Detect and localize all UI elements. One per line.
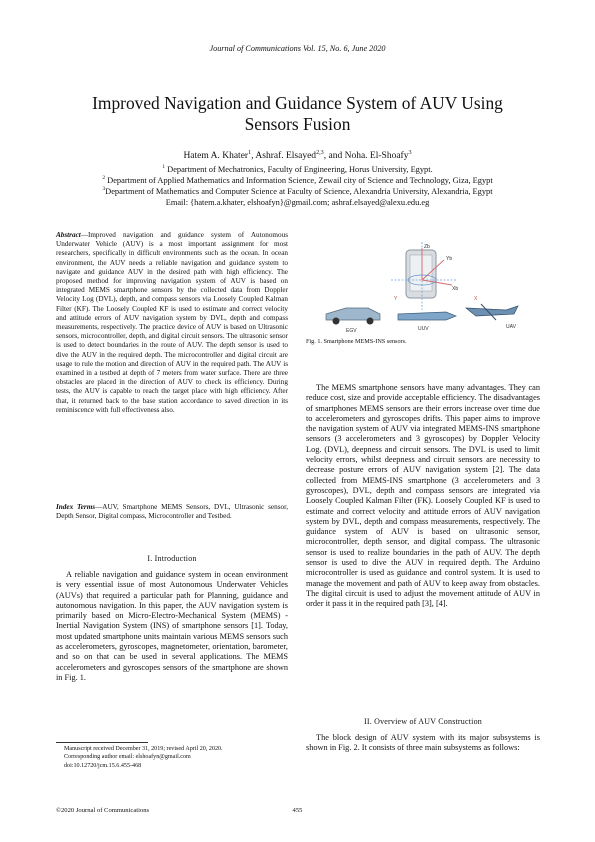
abstract-label: Abstract <box>56 231 81 239</box>
author-3-sup: 3 <box>408 149 412 156</box>
label-x-world: X <box>474 296 478 302</box>
affiliation-3: $^3$Department of Mathematics and Computer Science at Faculty of Science, Alexandria University, Alexandria, Egypt <box>102 186 493 196</box>
author-list <box>0 151 595 161</box>
aircraft-icon <box>466 306 518 316</box>
footer-copyright: ©2020 Journal of Communications <box>56 807 150 814</box>
abstract-text: —Improved navigation and guidance system of Autonomous Underwater Vehicle (AUV) is a most important assignment for most researchers, specifically in difficult environments such as the ocean. In ocean environment, the AUV needs a reliable navigation and guidance system to navigate and guidance AUV in the desired path with high efficiency. The proposed method for improving navigation system of AUV is based on integrated MEMS smartphone sensors by the collected data from Doppler Velocity Log (DVL), depth, and compass sensors via Loosely Coupled Kalman Filter (KF). The Loosely Coupled KF is used to estimate and correct velocity and attitude errors of AUV navigation system by DVL, depth and compass measurements, respectively. The practice device of AUV is based on Ultrasonic sensors, microcontroller, depth, and digital circuit sensors. The ultrasonic sensor is used to detect boundaries in the route of AUV. The depth sensor is used to dive the AUV in the required depth. The microcontroller and digital circuit are usage to rule the motion and direction of AUV in the required path. The AUV is examined in a testbed at depth of 7 meters from water surface. There are three obstacles are placed in the direction of AUV to check its efficiency. During tests, the AUV is capable to reach the target place with high efficiency. After that, it returned back to the base station accordance to saved direction in its reminiscence with full effectiveness also. <box>56 231 288 414</box>
index-terms <box>56 503 288 521</box>
author-emails: Email: {hatem.a.khater, elshoafyn}@gmail.com; ashraf.elsayed@alexu.edu.eg <box>165 198 430 207</box>
title-line-2: Sensors Fusion <box>244 114 351 134</box>
submarine-icon <box>398 312 456 320</box>
index-terms-label: Index Terms <box>56 503 96 511</box>
page-number: 455 <box>292 807 303 814</box>
author-2: , Ashraf. Elsayed <box>251 151 317 161</box>
footnote-divider <box>56 742 148 743</box>
author-2-sup: 2,3 <box>316 149 324 156</box>
label-x: Xb <box>452 286 459 292</box>
index-terms-text: —AUV, Smartphone MEMS Sensors, DVL, Ultrasonic sensor, Depth Sensor, Digital compass, Microcontroller and Testbed. <box>56 503 289 521</box>
paper-title <box>40 93 555 135</box>
affiliation-1: $^1$ Department of Mechatronics, Faculty of Engineering, Horus University, Egypt. <box>162 164 433 174</box>
footnote <box>64 745 223 770</box>
author-1: Hatem A. Khater <box>183 151 249 161</box>
author-3: , and Noha. El-Shoafy <box>323 151 409 161</box>
section-heading-overview: II. Overview of AUV Construction <box>363 717 482 726</box>
label-uav: UAV <box>506 324 516 330</box>
label-y: Yb <box>446 256 453 262</box>
introduction-paragraph: A reliable navigation and guidance system in ocean environment is very essential issue of most Autonomous Underwater Vehicles (AUVs) that required a particular path for Planning, guidance and autonomous navigation. In this paper, the AUV navigation system is primarily based on Micro-Electro-Mechanical System (MEMS) - Inertial Navigation System (INS) of smartphone sensors [1]. Today, most updated smartphone units maintain various MEMS sensors such as accelerometers, gyroscopes, magnetometer, orientation, barometer, and so on that can be used in several applications. The MEMS accelerometers and gyroscopes sensors of the smartphone are shown in Fig. 1. <box>56 570 288 682</box>
label-z: Zb <box>424 244 430 250</box>
label-egv: EGV <box>346 328 357 334</box>
label-y-world: Y <box>394 296 398 302</box>
footnote-manuscript: Manuscript received December 31, 2019; revised April 20, 2020. <box>64 746 223 752</box>
footnote-doi: doi:10.12720/jcm.15.6.455-468 <box>64 762 142 769</box>
affiliation-2: $^2$ Department of Applied Mathematics and Information Science, Zewail city of Science and Technology, Giza, Egypt <box>102 175 493 185</box>
overview-paragraph: The block design of AUV system with its major subsystems is shown in Fig. 2. It consists of three main subsystems as follows: <box>306 733 540 753</box>
author-1-sup: 1 <box>248 149 252 156</box>
journal-header: Journal of Communications Vol. 15, No. 6, June 2020 <box>209 44 386 53</box>
section-heading-introduction: I. Introduction <box>147 554 197 563</box>
title-line-1: Improved Navigation and Guidance System of AUV Using <box>92 93 503 113</box>
figure-caption: Fig. 1. Smartphone MEMS-INS sensors. <box>306 338 407 345</box>
right-paragraph-1: The MEMS smartphone sensors have many advantages. They can reduce cost, size and provide acceptable efficiency. The disadvantages of smartphones MEMS sensors are their errors increase over time due to accelerometers and gyroscopes drifts. This paper aims to improve the navigation system of AUV via integrated MEMS-INS smartphone sensors (3 accelerometers and 3 gyroscopes) by Doppler Velocity Log. (DVL), deepness and circuit sensors. The DVL is used to limit velocity errors, whilst deepness and circuit sensors are necessity to decrease posture errors of AUV navigation system [2]. The data collected from MEMS-INS smartphone (3 accelerometers and 3 gyroscopes), DVL, depth and compass sensors are integrated via Loosely Coupled Kalman Filter (FK). Loosely Coupled KF is used to estimate and correct velocity and attitude errors of AUV navigation system by DVL, depth and compass measurements, respectively. The guidance system of AUV is based on ultrasonic sensor, microcontroller, depth sensor, and digital compass. The ultrasonic sensor is used to realize boundaries in the path of AUV. The depth sensor is used to dive the AUV in required depth. The Arduino microcontroller is used as guidance and control system. It is used to manage the movement and path of AUV to keep away from obstacles. The digital circuit is used to adjust the movement attitude of AUV in order it pass it in the required path [3], [4]. <box>306 383 540 609</box>
label-uuv: UUV <box>418 326 429 332</box>
footnote-email: Corresponding author email: elshoafyn@gmail.com <box>64 754 191 761</box>
abstract <box>56 231 288 415</box>
figure-smartphone-mems <box>306 240 546 336</box>
